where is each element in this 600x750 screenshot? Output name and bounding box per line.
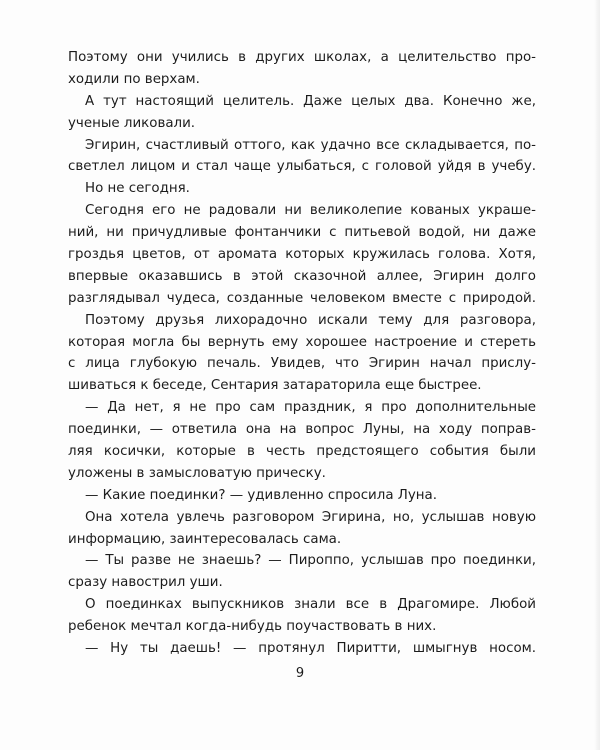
text-line: — Ты разве не знаешь? — Пироппо, услышав про поединки, — [85, 553, 536, 569]
text-line: ребенок мечтал когда-нибудь поучаствовать в них. — [68, 619, 437, 635]
text-line: разглядывал чудеса, созданные человеком вместе с природой. — [68, 290, 536, 306]
text-line: А тут настоящий целитель. Даже целых два. Конечно же, — [85, 93, 536, 109]
text-line: уложены в замысловатую прическу. — [68, 465, 326, 481]
text-line: ученые ликовали. — [68, 115, 196, 131]
text-line: светлел лицом и стал чаще улыбаться, с головой уйдя в учебу. — [68, 159, 536, 175]
text-line: — Ну ты даешь! — протянул Пиритти, шмыгнув носом. — [85, 641, 536, 657]
text-line: гроздья цветов, от аромата которых кружилась голова. Хотя, — [68, 247, 536, 263]
text-line: которая могла бы вернуть ему хорошее настроение и стереть — [68, 334, 536, 350]
text-line: Но не сегодня. — [85, 181, 190, 197]
text-line: ний, ни причудливые фонтанчики с питьевой водой, ни даже — [68, 225, 536, 241]
text-line: впервые оказавшись в этой сказочной аллее, Эгирин долго — [68, 268, 536, 284]
text-line: ходили по верхам. — [68, 71, 200, 87]
text-line: с лица глубокую печаль. Увидев, что Эгирин начал прислу- — [68, 356, 536, 372]
text-line: Эгирин, счастливый оттого, как удачно все складывается, по- — [85, 137, 536, 153]
text-line: — Какие поединки? — удивленно спросила Луна. — [85, 487, 437, 503]
text-line: — Да нет, я не про сам праздник, я про дополнительные — [85, 400, 536, 416]
text-line: Поэтому друзья лихорадочно искали тему для разговора, — [85, 312, 536, 328]
text-line: поединки, — ответила она на вопрос Луны, на ходу поправ- — [68, 422, 536, 438]
text-line: Сегодня его не радовали ни великолепие кованых украше- — [85, 203, 536, 219]
body-text — [68, 47, 536, 660]
text-line: ляя косички, которые в честь предстоящего события были — [68, 444, 536, 460]
text-line: шиваться к беседе, Сентария затараторила еще быстрее. — [68, 378, 482, 394]
text-line: сразу навострил уши. — [68, 575, 223, 591]
text-line: Поэтому они учились в других школах, а целительство про- — [68, 50, 536, 65]
text-line: информацию, заинтересовалась сама. — [68, 531, 342, 547]
page-number: 9 — [295, 666, 305, 681]
page-edge-shadow — [594, 0, 600, 750]
text-line: Она хотела увлечь разговором Эгирина, но, услышав новую — [85, 509, 536, 525]
text-line: О поединках выпускников знали все в Драгомире. Любой — [85, 597, 536, 613]
